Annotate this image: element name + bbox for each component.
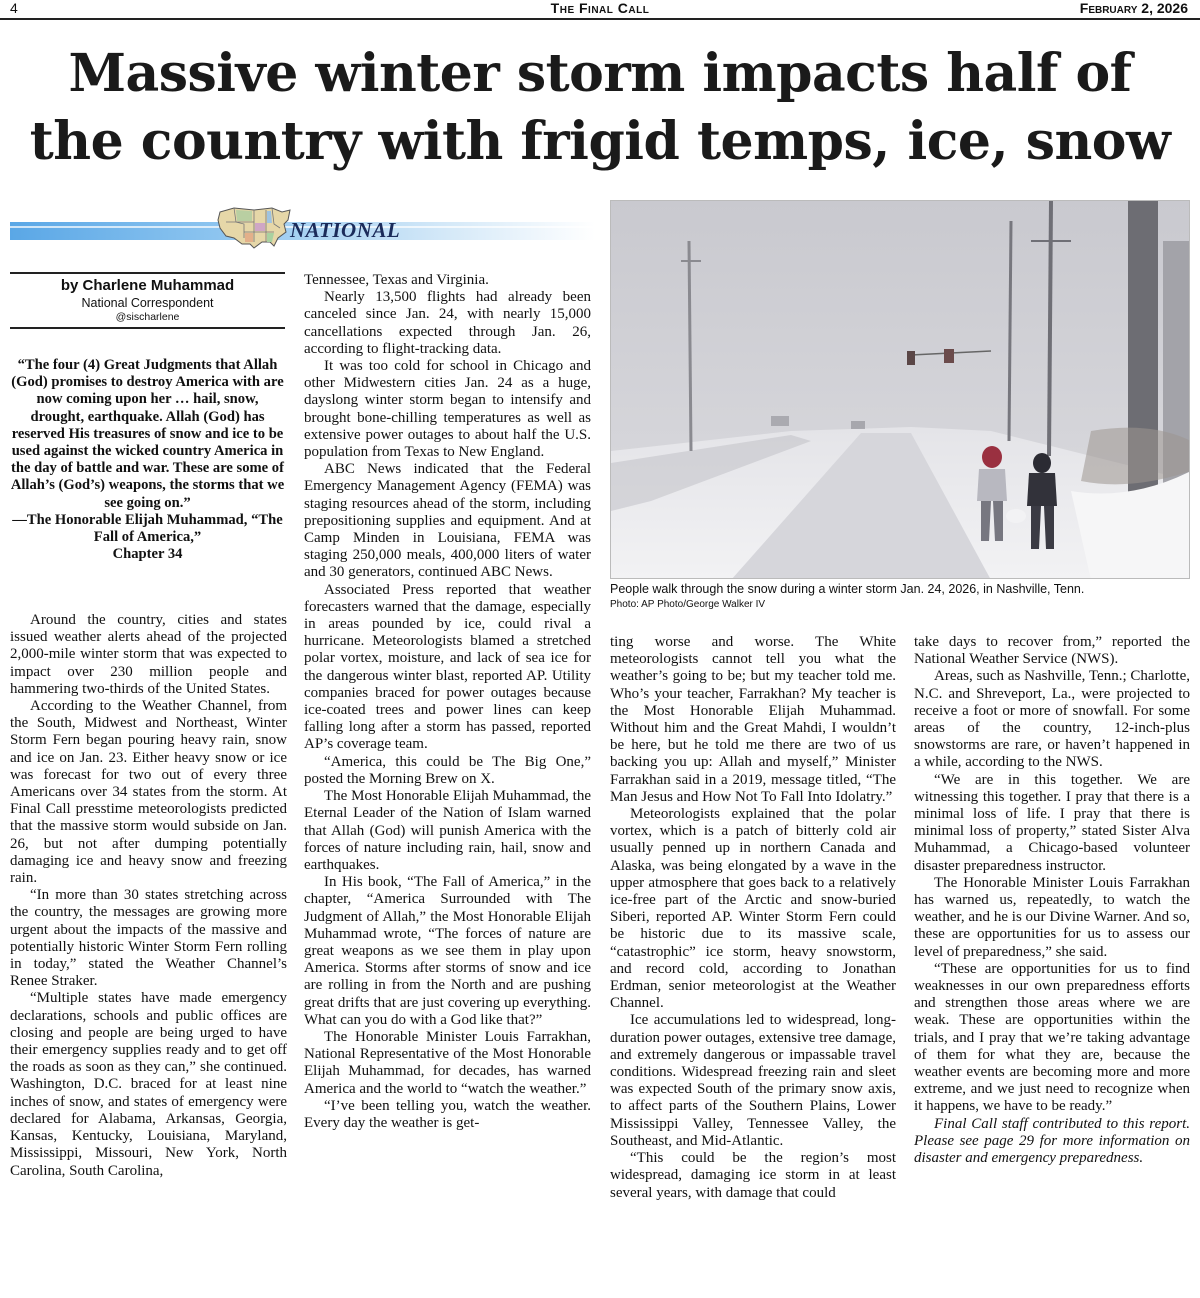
author-handle: @sischarlene (115, 311, 180, 323)
article-column-2 (304, 272, 591, 1132)
section-label: NATIONAL (290, 218, 401, 242)
paragraph: According to the Weather Channel, from the South, Midwest and Northeast, Winter Storm Fern began pouring heavy rain, snow and ice on Jan. 23. Either heavy snow or ice was forecast for two out of every three Americans over 34 states from the storm. At Final Call presstime meteorologists predicted that the massive storm would subside on Jan. 26, but not after dumping potentially damaging ice and heavy snow and freezing rain. (10, 698, 287, 887)
masthead-rule (0, 18, 1200, 20)
paragraph: ting worse and worse. The White meteorologists cannot tell you what the weather’s going to be; but my teacher told me. Who’s your teacher, Farrakhan? My teacher is the Most Honorable Elijah Muhammad. Without him and the Great Mahdi, I wouldn’t be here, but he told me there are two of us backing you up: Allah and myself,” Minister Farrakhan said in a 2019, message titled, “The Man Jesus and How Not To Fall Into Idolatry.” (610, 634, 896, 805)
paragraph: The Honorable Minister Louis Farrakhan has warned us, repeatedly, to watch the weather, and he is our Divine Warner. And so, these are opportunities for us to assess our level of preparedness,” she said. (914, 874, 1190, 960)
staff-note: Final Call staff contributed to this report. Please see page 29 for more information on disaster and emergency preparedness. (914, 1115, 1190, 1167)
paragraph: Meteorologists explained that the polar vortex, which is a patch of bitterly cold air usually penned up in northern Canada and Alaska, was being elongated by a wave in the upper atmosphere that goes back to a relatively ice-free part of the Arctic and snow-buried Siberi, reported AP. Winter Storm Fern could be historic due to its massive scale, “catastrophic” ice storm, heavy snowstorm, and record cold, according to Jonathan Erdman, senior meteorologist at the Weather Channel. (610, 806, 896, 1012)
paragraph: “America, this could be The Big One,” posted the Morning Brew on X. (304, 753, 591, 787)
paragraph: “These are opportunities for us to find weaknesses in our own preparedness efforts and strengthen those areas where we are weak. These are opportunities within the trials, and I pray that we’re taking advantage of them for what they are, because the weather events are becoming more and more extreme, and we just need to recognize when it happens, we have to be ready.” (914, 960, 1190, 1115)
paragraph: Tennessee, Texas and Virginia. (304, 272, 489, 288)
photo-caption: People walk through the snow during a winter storm Jan. 24, 2026, in Nashville, Tenn. (610, 582, 1085, 596)
paragraph: take days to recover from,” reported the National Weather Service (NWS). (914, 634, 1190, 668)
author-name: by Charlene Muhammad (60, 277, 235, 294)
headline-line-1: Massive winter storm impacts half of (68, 43, 1132, 104)
us-map-icon (214, 202, 294, 254)
photo-credit: Photo: AP Photo/George Walker IV (610, 599, 766, 610)
page-number: 4 (10, 0, 18, 16)
paragraph: Areas, such as Nashville, Tenn.; Charlotte, N.C. and Shreveport, La., were projected to receive a foot or more of snowfall. For some areas of the country, 12-inch-plus snowstorms are rare, or haven’t happened in a while, according to the NWS. (914, 668, 1190, 771)
byline (10, 272, 285, 329)
storm-photo (610, 200, 1190, 579)
paragraph: Ice accumulations led to widespread, long-duration power outages, extensive tree damage, and extremely dangerous or impassable travel conditions. Widespread freezing rain and sleet was expected South of the primary snow axis, to affect parts of the Southern Plains, Lower Mississippi Valley, Tennessee Valley, the Southeast, and Mid-Atlantic. (610, 1012, 896, 1149)
headline-line-2: the country with frigid temps, ice, snow (29, 111, 1171, 172)
paragraph: “We are in this together. We are witnessing this together. I pray that there is a minimal loss of life. I pray that there is minimal loss of property,” stated Sister Alva Muhammad, a Chicago-based volunteer disaster preparedness instructor. (914, 771, 1190, 874)
paragraph: “I’ve been telling you, watch the weather. Every day the weather is get- (304, 1097, 591, 1131)
pull-quote (10, 357, 285, 563)
headline (10, 40, 1190, 176)
paper-name (0, 0, 1200, 16)
author-title: National Correspondent (81, 296, 214, 310)
pull-quote-text: “The four (4) Great Judgments that Allah (God) promises to destroy America with are now coming upon her … hail, snow, drought, earthquake. Allah (God) has reserved His treasures of snow and ice to be used against the wicked country America in the day of battle and war. These are some of Allah’s (God’s) weapons, the storms that we see going on.” (10, 357, 285, 511)
paper-name-text: The Final Call (550, 0, 650, 16)
pull-quote-chapter: Chapter 34 (112, 546, 183, 563)
article-column-4 (914, 634, 1190, 1167)
paragraph: Around the country, cities and states issued weather alerts ahead of the projected 2,000-mile winter storm that was expected to impact over 230 million people and hammering two-thirds of the United States. (10, 612, 287, 697)
issue-date: February 2, 2026 (1079, 0, 1188, 16)
paragraph: In His book, “The Fall of America,” in the chapter, “America Surrounded with The Judgment of Allah,” the Most Honorable Elijah Muhammad wrote, “The forces of nature are great weapons as we see them in play upon America. Storms after storms of snow and ice are rolling in from the North and are pushing great drifts that are just covering up everything. What can you do with a God like that?” (304, 874, 591, 1028)
article-column-3 (610, 634, 896, 1202)
paragraph: The Honorable Minister Louis Farrakhan, National Representative of the Most Honorable Elijah Muhammad, for decades, has warned America and the world to “watch the weather.” (304, 1028, 591, 1097)
article-column-1 (10, 612, 287, 1180)
paragraph: “Multiple states have made emergency declarations, schools and public offices are closing and people are being urged to have their emergency supplies ready and to get off the roads as soon as they can,” she continued. Washington, D.C. braced for at least nine inches of snow, and states of emergency were declared for Alabama, Arkansas, Georgia, Kansas, Kentucky, Louisiana, Maryland, Mississippi, Missouri, New York, North Carolina, South Carolina, (10, 990, 287, 1179)
pull-quote-attribution: —The Honorable Elijah Muhammad, “The Fall of America,” (12, 511, 283, 546)
paragraph: It was too cold for school in Chicago and other Midwestern cities Jan. 24 as a huge, dayslong winter storm began to intensify and brought bone-chilling temperatures as well as extensive power outages to about half the U.S. population from Texas to New England. (304, 358, 591, 461)
paragraph: The Most Honorable Elijah Muhammad, the Eternal Leader of the Nation of Islam warned that Allah (God) will punish America with the forces of nature including rain, hail, snow and earthquakes. (304, 788, 591, 873)
paragraph: Associated Press reported that weather forecasters warned that the damage, especially in areas pounded by ice, could rival a hurricane. Meteorologists blamed a stretched polar vortex, moisture, and lack of sea ice for the dangerous winter blast, reported AP. Utility companies braced for power outages because ice-coated trees and power lines can keep falling long after a storm has passed, reported AP’s coverage team. (304, 581, 591, 753)
paragraph: “In more than 30 states stretching across the country, the messages are growing more urgent about the impacts of the massive and potentially historic Winter Storm Fern rolling in today,” stated the Weather Channel’s Renee Straker. (10, 887, 287, 990)
paragraph: “This could be the region’s most widespread, damaging ice storm in at least several years, with damage that could (610, 1150, 896, 1201)
paragraph: Nearly 13,500 flights had already been canceled since Jan. 24, with nearly 15,000 cancellations expected through Jan. 26, according to flight-tracking data. (304, 289, 591, 357)
paragraph: ABC News indicated that the Federal Emergency Management Agency (FEMA) was staging resources ahead of the storm, including prepositioning supplies and equipment. And at Camp Minden in Louisiana, FEMA was staging 250,000 meals, 400,000 liters of water and 30 generators, continued ABC News. (304, 461, 591, 581)
